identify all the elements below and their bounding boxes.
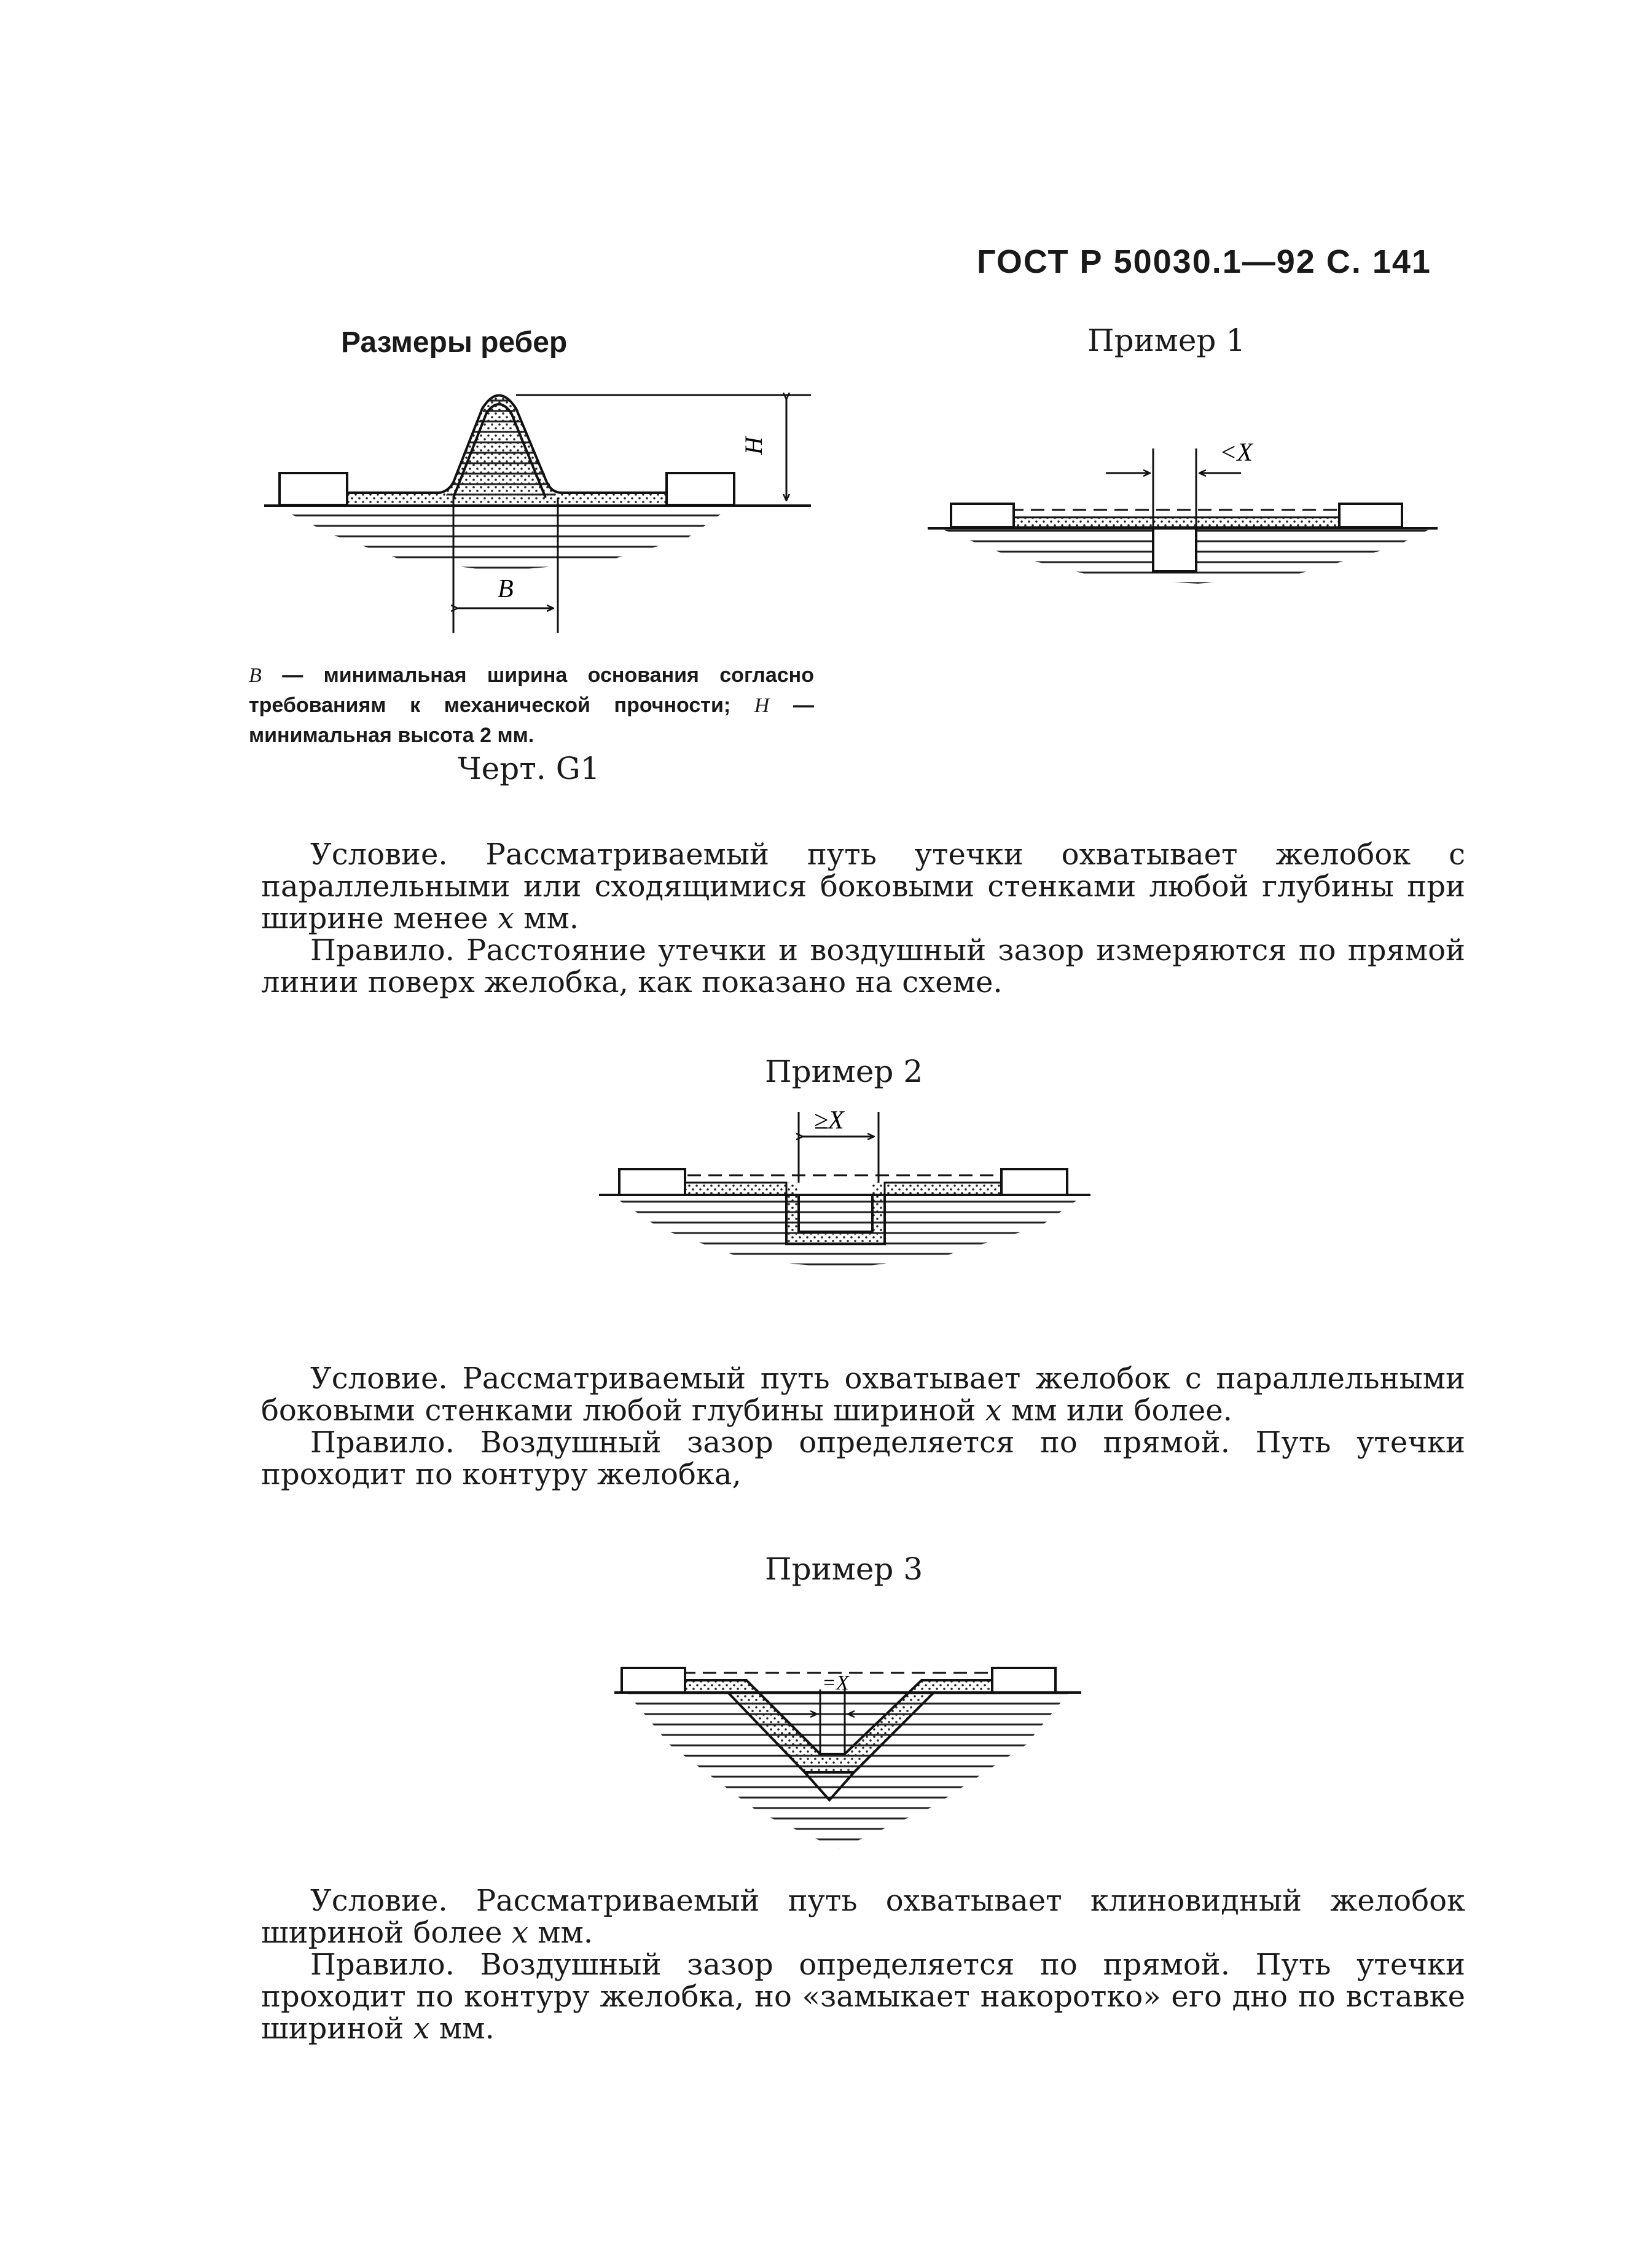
figure-g1-diagram: [258, 375, 811, 639]
figure-g1-title: Размеры ребер: [341, 326, 568, 359]
example3-text: [261, 1885, 1465, 2045]
label-eq-x: =X: [822, 1672, 849, 1694]
example2-condition: Условие. Рассматриваемый путь охватывает желобок с параллельными боковыми стенками любой глубины шириной x мм или более.: [261, 1361, 1465, 1428]
label-lt-x: <X: [1219, 439, 1253, 467]
figure-g1-number: Черт. G1: [458, 751, 600, 786]
example1-rule: Правило. Расстояние утечки и воздушный зазор измеряются по прямой линии поверх желобка, как показано на схеме.: [261, 933, 1465, 1000]
example1-diagram: [928, 439, 1438, 614]
example1-title: Пример 1: [1087, 323, 1246, 358]
example2-diagram: [599, 1103, 1090, 1312]
label-h: H: [740, 437, 767, 455]
label-ge-x: ≥X: [814, 1106, 844, 1135]
figure-g1-caption: B — минимальная ширина основания согласно требованиям к механической прочности; H — минимальная высота 2 мм.: [249, 664, 814, 747]
example1-text: [261, 839, 1465, 998]
label-b: B: [498, 575, 514, 603]
example2-title: Пример 2: [765, 1054, 923, 1089]
example3-rule: Правило. Воздушный зазор определяется по прямой. Путь утечки проходит по контуру желобка, но «замыкает накоротко» его дно по вставке шириной x мм.: [261, 1947, 1465, 2046]
page-header: ГОСТ Р 50030.1—92 С. 141: [977, 243, 1431, 280]
example2-text: [261, 1363, 1465, 1490]
example3-title: Пример 3: [765, 1551, 923, 1587]
example1-condition: Условие. Рассматриваемый путь утечки охватывает желобок с параллельными или сходящимися боковыми стенками любой глубины при ширине менее x мм.: [261, 837, 1465, 936]
example3-condition: Условие. Рассматриваемый путь охватывает клиновидный желобок шириной более x мм.: [261, 1884, 1465, 1950]
example3-diagram: [614, 1646, 1081, 1880]
example2-rule: Правило. Воздушный зазор определяется по прямой. Путь утечки проходит по контуру желобка,: [261, 1425, 1465, 1492]
